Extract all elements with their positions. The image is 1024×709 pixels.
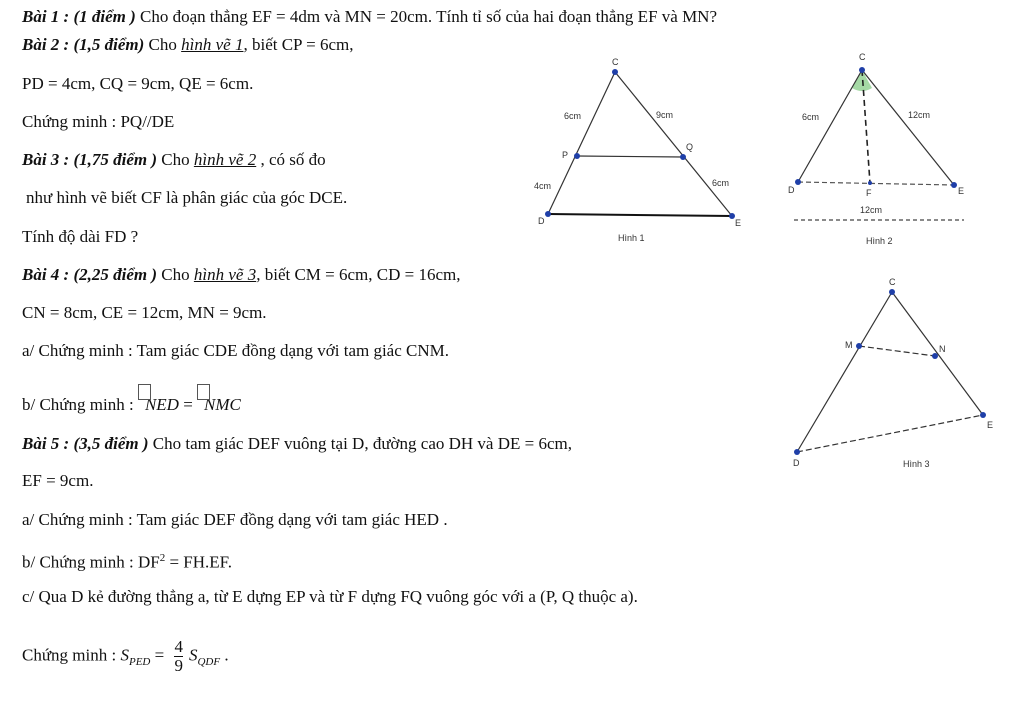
- label-d: D: [788, 185, 795, 195]
- label-n: N: [939, 344, 946, 354]
- bai3-pre: Cho: [157, 150, 194, 169]
- figure-2: [780, 48, 980, 253]
- bai5-line2: EF = 9cm.: [22, 471, 94, 490]
- bai4-line4-pre: b/ Chứng minh :: [22, 395, 138, 414]
- bai2-line2: PD = 4cm, CQ = 9cm, QE = 6cm.: [22, 74, 254, 93]
- point-p: [574, 153, 580, 159]
- bai2-line1: [22, 34, 353, 56]
- bai5-line4-post: = FH.EF.: [165, 552, 232, 572]
- area-s1: S: [120, 645, 129, 665]
- label-d: D: [793, 458, 800, 468]
- point-c: [859, 67, 865, 73]
- bai2-figure-link: hình vẽ 1: [181, 35, 244, 54]
- point-c: [612, 69, 618, 75]
- fraction: [174, 638, 183, 675]
- point-d: [545, 211, 551, 217]
- bai3-title: Bài 3 : (1,75 điểm ): [22, 150, 158, 169]
- bai5-line6-pre: Chứng minh :: [22, 645, 121, 665]
- label-c: C: [859, 52, 866, 62]
- point-m: [856, 343, 862, 349]
- figure-1: [520, 52, 765, 252]
- bai5-line4-pre: b/ Chứng minh : DF: [22, 552, 160, 572]
- area-s2-sub: QDF: [197, 655, 221, 668]
- angle-box-icon: [138, 384, 151, 400]
- label-e: E: [735, 218, 742, 228]
- point-q: [680, 154, 686, 160]
- label-e: E: [987, 420, 994, 430]
- seg-cd: 6cm: [802, 112, 820, 122]
- bai2-post: , biết CP = 6cm,: [243, 35, 354, 54]
- point-e: [951, 182, 957, 188]
- bai5-text: Cho tam giác DEF vuông tại D, đường cao DH và DE = 6cm,: [148, 434, 572, 453]
- label-c: C: [889, 277, 896, 287]
- point-e: [980, 412, 986, 418]
- bai5-line6-eq: =: [150, 645, 169, 665]
- bai3-line3: Tính độ dài FD ?: [22, 227, 139, 246]
- bai4-line4: [22, 394, 241, 416]
- bai4-line3: a/ Chứng minh : Tam giác CDE đồng dạng với tam giác CNM.: [22, 341, 450, 360]
- bai5-line5: c/ Qua D kẻ đường thẳng a, từ E dựng EP và từ F dựng FQ vuông góc với a (P, Q thuộc a).: [22, 587, 638, 606]
- point-d: [795, 179, 801, 185]
- fraction-num: 4: [174, 637, 183, 656]
- area-s1-sub: PED: [128, 655, 151, 668]
- label-e: E: [958, 186, 965, 196]
- figure-1-caption: Hình 1: [618, 233, 645, 243]
- bai1-text: Cho đoạn thẳng EF = 4dm và MN = 20cm. Tính tỉ số của hai đoạn thẳng EF và MN?: [135, 7, 718, 26]
- label-c: C: [612, 57, 619, 67]
- bai4-figure-link: hình vẽ 3: [193, 265, 257, 284]
- point-f: [868, 181, 872, 185]
- bai2-line3: Chứng minh : PQ//DE: [22, 112, 175, 131]
- label-m: M: [845, 340, 853, 350]
- label-p: P: [562, 150, 569, 160]
- bai4-line1: [22, 264, 461, 286]
- bai3-post: , có số đo: [256, 150, 326, 169]
- seg-cq: 9cm: [656, 110, 674, 120]
- bai1-line: [22, 6, 717, 28]
- seg-pd: 4cm: [534, 181, 552, 191]
- point-n: [932, 353, 938, 359]
- point-c: [889, 289, 895, 295]
- bai4-title: Bài 4 : (2,25 điểm ): [22, 265, 158, 284]
- seg-cp: 6cm: [564, 111, 582, 121]
- fraction-den: 9: [174, 656, 183, 675]
- bai5-line6: [22, 638, 229, 675]
- bai2-title: Bài 2 : (1,5 điểm): [22, 35, 145, 54]
- seg-qe: 6cm: [712, 178, 730, 188]
- label-d: D: [538, 216, 545, 226]
- angle-box-icon: [197, 384, 210, 400]
- bai4-pre: Cho: [157, 265, 194, 284]
- seg-ce: 12cm: [908, 110, 931, 120]
- angle-nmc: NMC: [204, 395, 241, 414]
- bai5-line3: a/ Chứng minh : Tam giác DEF đồng dạng với tam giác HED .: [22, 510, 448, 529]
- bai1-title: Bài 1 : (1 điểm ): [22, 7, 136, 26]
- bai5-line4: [22, 547, 232, 574]
- label-f: F: [866, 188, 872, 198]
- seg-de: 12cm: [860, 205, 883, 215]
- figure-3-caption: Hình 3: [903, 459, 930, 469]
- bai4-post: , biết CM = 6cm, CD = 16cm,: [256, 265, 461, 284]
- bai4-eq: =: [178, 395, 198, 414]
- bai2-pre: Cho: [144, 35, 182, 54]
- bai5-title: Bài 5 : (3,5 điểm ): [22, 434, 149, 453]
- bai3-line2: như hình vẽ biết CF là phân giác của góc DCE.: [26, 188, 348, 207]
- bai3-figure-link: hình vẽ 2: [193, 150, 257, 169]
- label-q: Q: [686, 142, 694, 152]
- bai5-line1: [22, 433, 572, 455]
- bai4-line2: CN = 8cm, CE = 12cm, MN = 9cm.: [22, 303, 267, 322]
- area-s2: S: [188, 645, 198, 665]
- angle-ned: NED: [144, 395, 179, 414]
- point-d: [794, 449, 800, 455]
- bai3-line1: [22, 149, 326, 171]
- bai5-sup: 2: [159, 552, 166, 564]
- figure-3: [785, 272, 1000, 472]
- bai5-line6-end: .: [220, 645, 229, 665]
- figure-2-caption: Hình 2: [866, 236, 893, 246]
